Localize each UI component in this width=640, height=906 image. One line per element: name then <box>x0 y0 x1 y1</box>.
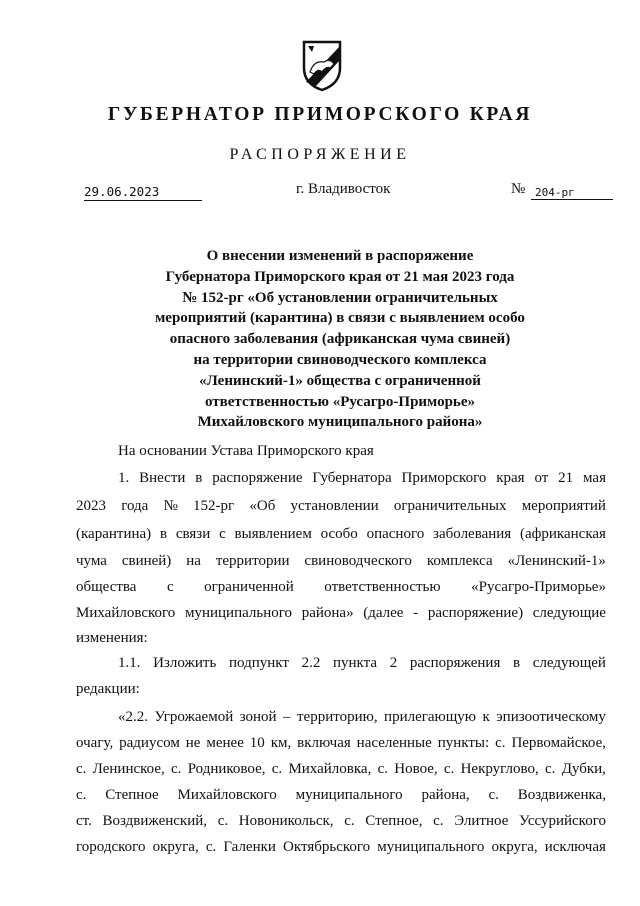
item22-line <box>76 839 606 856</box>
word: № <box>163 498 178 514</box>
word: чума <box>76 553 107 569</box>
word: (африканская <box>520 526 606 542</box>
word: ограниченной <box>204 579 294 595</box>
word: ответственностью <box>324 579 441 595</box>
item22-line <box>118 709 606 726</box>
coat-of-arms-emblem <box>300 38 344 92</box>
word: следующей <box>532 655 606 671</box>
word: связи <box>175 526 211 542</box>
word: км, <box>270 735 292 751</box>
word: Губернатора <box>312 470 392 486</box>
basis-paragraph: На основании Устава Приморского края <box>118 443 374 459</box>
word: Уссурийского <box>519 813 606 829</box>
word: прилегающую <box>384 709 477 725</box>
word: ограничительных <box>393 498 507 514</box>
word: района, <box>421 787 470 803</box>
word: распоряжение) <box>427 605 524 621</box>
word: с. <box>377 761 388 777</box>
word: Некруглово, <box>460 761 539 777</box>
item1-line <box>118 470 606 487</box>
word: Приморского <box>401 470 487 486</box>
word: с. <box>545 761 556 777</box>
word: радиусом <box>119 735 180 751</box>
word: округа, <box>491 839 538 855</box>
word: с. <box>271 761 283 777</box>
word: Михайловского <box>177 787 277 803</box>
word: Первомайское, <box>511 735 606 751</box>
word: края <box>496 470 525 486</box>
word: Изложить <box>153 655 217 671</box>
word: подпункт <box>228 655 289 671</box>
word: Воздвиженка, <box>517 787 606 803</box>
word: года <box>121 498 149 514</box>
word: Галенки <box>223 839 276 855</box>
word: Воздвиженский, <box>102 813 208 829</box>
word: муниципального <box>184 605 293 621</box>
word: комплекса <box>426 553 493 569</box>
word: населенные <box>356 735 432 751</box>
item22-line <box>76 813 606 830</box>
title-line: «Ленинский-1» общества с ограниченной <box>199 372 481 389</box>
word: пункты: <box>437 735 490 751</box>
word: с. <box>433 813 444 829</box>
document-city: г. Владивосток <box>296 181 391 197</box>
item1-line <box>76 553 606 570</box>
word: с. <box>344 813 355 829</box>
word: 152-рг <box>193 498 235 514</box>
word: с <box>166 579 174 595</box>
word: с. <box>76 761 87 777</box>
item1-line: изменения: <box>76 630 148 646</box>
word: Степное <box>105 787 159 803</box>
item11-line <box>118 655 606 672</box>
word: (карантина) <box>76 526 152 542</box>
word: (далее <box>363 605 404 621</box>
item22-line <box>76 735 606 752</box>
word: муниципального <box>295 787 403 803</box>
word: 21 <box>558 470 574 486</box>
word: исключая <box>544 839 606 855</box>
title-line: на территории свиноводческого комплекса <box>193 351 487 368</box>
word: включая <box>297 735 351 751</box>
word: Элитное <box>454 813 509 829</box>
word: Внести <box>139 470 186 486</box>
word: очагу, <box>76 735 114 751</box>
item22-line <box>76 787 606 804</box>
word: Михайловка, <box>288 761 372 777</box>
document-number <box>531 186 613 200</box>
word: особо <box>320 526 358 542</box>
word: 2.2 <box>301 655 321 671</box>
number-sign: № <box>511 181 526 197</box>
word: зоной <box>239 709 277 725</box>
word: Родниковое, <box>187 761 266 777</box>
title-line: опасного заболевания (африканская чума свиней) <box>169 331 511 348</box>
word: ст. <box>76 813 92 829</box>
item1-line <box>76 579 606 596</box>
word: распоряжение <box>212 470 303 486</box>
item22-line <box>76 761 606 778</box>
word: свиней) <box>121 553 172 569</box>
word: Степное, <box>365 813 423 829</box>
word: муниципального <box>377 839 485 855</box>
word: 1.1. <box>118 655 141 671</box>
word: 1. <box>118 470 130 486</box>
document-title <box>100 246 580 433</box>
title-line: № 152-рг «Об установлении ограничительных <box>182 289 498 306</box>
word: территории <box>215 553 290 569</box>
word: с. <box>488 787 499 803</box>
title-line: Михайловского муниципального района» <box>197 414 483 431</box>
word: с. <box>205 839 217 855</box>
item1-line <box>76 605 606 622</box>
issuer-heading: ГУБЕРНАТОР ПРИМОРСКОГО КРАЯ <box>107 104 533 125</box>
word: свиноводческого <box>304 553 412 569</box>
word: в <box>159 526 168 542</box>
word: распоряжения <box>409 655 501 671</box>
word: от <box>534 470 549 486</box>
item11-line: редакции: <box>76 681 140 697</box>
word: эпизоотическому <box>496 709 606 725</box>
word: мая <box>583 470 606 486</box>
item1-line <box>76 526 606 543</box>
word: не <box>185 735 201 751</box>
word: Дубки, <box>561 761 606 777</box>
word: 10 <box>249 735 265 751</box>
document-date: 29.06.2023 <box>84 184 202 201</box>
word: «Русагро-Приморье» <box>471 579 606 595</box>
word: менее <box>206 735 244 751</box>
word: «2.2. <box>118 709 148 725</box>
word: района» <box>301 605 354 621</box>
word: 2 <box>389 655 398 671</box>
title-line: мероприятий (карантина) в связи с выявлением особо <box>155 310 525 327</box>
word: городского <box>76 839 146 855</box>
word: к <box>482 709 490 725</box>
word: заболевания <box>433 526 512 542</box>
word: – <box>283 709 291 725</box>
word: в <box>513 655 521 671</box>
word: «Ленинский-1» <box>507 553 606 569</box>
word: Угрожаемой <box>154 709 234 725</box>
word: Ленинское, <box>92 761 165 777</box>
word: с <box>219 526 226 542</box>
word: Октябрьского <box>283 839 371 855</box>
word: мероприятий <box>521 498 606 514</box>
title-line: О внесении изменений в распоряжение <box>206 248 474 264</box>
document-type-heading: РАСПОРЯЖЕНИЕ <box>229 146 411 163</box>
document-number-value: 204-рг <box>535 186 575 199</box>
word: Михайловского <box>76 605 176 621</box>
title-line: ответственностью «Русагро-Приморье» <box>204 393 475 410</box>
title-line: Губернатора Приморского края от 21 мая 2023 года <box>165 268 515 285</box>
word: с. <box>76 787 87 803</box>
word: с. <box>217 813 229 829</box>
word: с. <box>443 761 455 777</box>
word: в <box>195 470 203 486</box>
word: округа, <box>152 839 199 855</box>
word: Новоникольск, <box>238 813 334 829</box>
word: на <box>186 553 201 569</box>
word: - <box>413 605 419 621</box>
word: «Об <box>249 498 276 514</box>
word: следующие <box>532 605 606 621</box>
word: Новое, <box>394 761 438 777</box>
word: с. <box>495 735 506 751</box>
word: установлении <box>290 498 379 514</box>
word: пункта <box>332 655 378 671</box>
item1-line <box>76 498 606 515</box>
word: с. <box>171 761 182 777</box>
word: общества <box>76 579 137 595</box>
word: 2023 <box>76 498 106 514</box>
word: опасного <box>366 526 425 542</box>
word: территорию, <box>297 709 378 725</box>
word: выявлением <box>234 526 312 542</box>
